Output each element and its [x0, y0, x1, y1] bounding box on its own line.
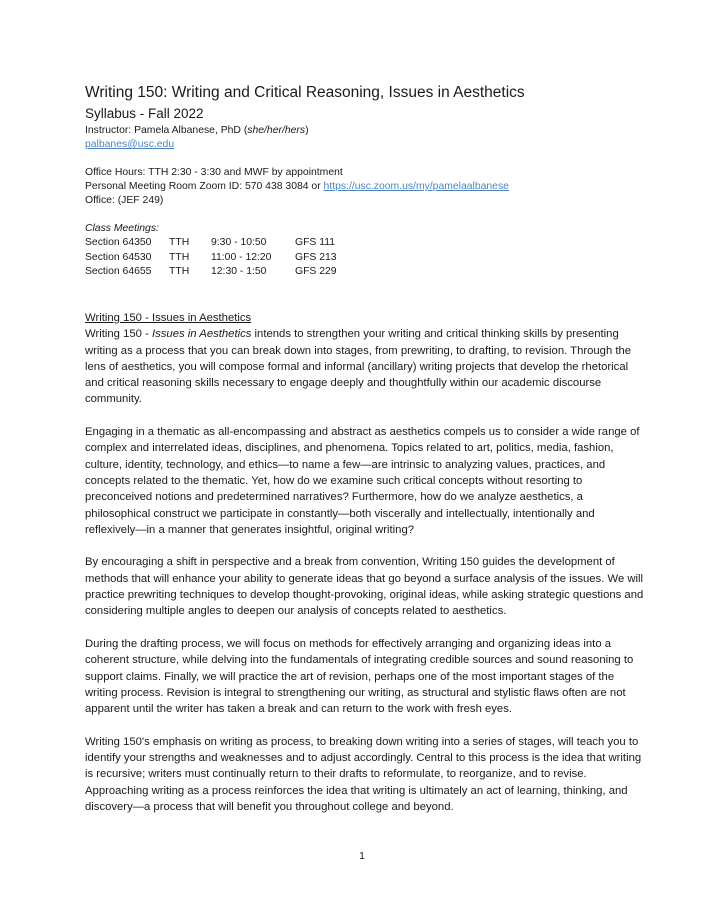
office-hours: Office Hours: TTH 2:30 - 3:30 and MWF by appointment — [85, 167, 343, 178]
class-meetings-label: Class Meetings: — [85, 223, 159, 234]
course-description — [85, 310, 645, 832]
section-time: 9:30 - 10:50 — [211, 237, 267, 248]
section-room: GFS 229 — [295, 266, 337, 277]
body-paragraph: Engaging in a thematic as all-encompassing and abstract as aesthetics compels us to consider a wide range of complex and interrelated ideas, disciplines, and phenomena. Topics related to art, politics, media, fashion, culture, identity, technology, and ethics—to name a few—are intrinsic to analyzing values, practices, and concepts related to the thematic. Yet, how do we examine such critical concepts without resorting to preconceived notions and predetermined narratives? Furthermore, how do we analyze aesthetics, a philosophical construct we participate in constantly—both viscerally and intellectually, intentionally and reflexively—in a manner that generates insightful, original writing? — [85, 426, 640, 536]
section-time: 12:30 - 1:50 — [211, 266, 267, 277]
section-days: TTH — [169, 237, 190, 248]
intro-body: intends to strengthen your writing and critical thinking skills by presenting writing as a process that you can break down into stages, from prewriting, to drafting, to revision. Through the lens of aesthetics, you will compose formal and informal (ancillary) writing projects that develop the rhetorical and critical reasoning skills necessary to engage deeply and thoughtfully within our academic discourse community. — [85, 328, 632, 406]
instructor-name: Instructor: Pamela Albanese, PhD ( — [85, 125, 248, 136]
page-title: Writing 150: Writing and Critical Reasoning, Issues in Aesthetics — [85, 84, 525, 101]
instructor-pronouns: she/her/hers — [247, 125, 306, 136]
section-time: 11:00 - 12:20 — [211, 251, 272, 263]
zoom-line — [85, 180, 509, 195]
office-location: Office: (JEF 249) — [85, 195, 164, 206]
zoom-link[interactable]: https://usc.zoom.us/my/pamelaalbanese — [323, 181, 509, 192]
section-number: Section 64350 — [85, 237, 152, 248]
body-paragraph: During the drafting process, we will focus on methods for effectively arranging and organizing ideas into a coherent structure, while delving into the fundamentals of integrating credible sources and sound reasoning to support claims. Finally, we will practice the art of revision, perhaps one of the most important stages of the writing process. Revision is integral to strengthening our writing, as structural and stylistic flaws often are not apparent until the writer has taken a break and can return to the work with fresh eyes. — [85, 637, 634, 716]
body-paragraph: Writing 150's emphasis on writing as process, to breaking down writing into a series of stages, will teach you to identify your strengths and weaknesses and to adjust accordingly. Central to this process is the idea that writing is recursive; writers must continually return to their drafts to reformulate, to reorganize, and to revise. Approaching writing as a process reinforces the idea that writing is ultimately an act of learning, thinking, and discovery—a process that will benefit you throughout college and beyond. — [85, 735, 642, 813]
section-days: TTH — [169, 266, 190, 277]
email-link[interactable]: palbanes@usc.edu — [85, 139, 175, 150]
intro-italic-title: Issues in Aesthetics — [151, 328, 252, 341]
page-subtitle: Syllabus - Fall 2022 — [85, 106, 204, 121]
instructor-suffix: ) — [305, 125, 309, 136]
section-number: Section 64655 — [85, 266, 152, 277]
section-days: TTH — [169, 251, 190, 263]
course-heading: Writing 150 - Issues in Aesthetics — [85, 312, 252, 324]
section-number: Section 64530 — [85, 251, 152, 263]
section-room: GFS 111 — [295, 237, 336, 248]
page-number: 1 — [359, 851, 365, 862]
intro-prefix: Writing 150 - — [85, 328, 152, 341]
zoom-id: Personal Meeting Room Zoom ID: 570 438 3084 or — [85, 181, 324, 192]
body-paragraph: By encouraging a shift in perspective and a break from convention, Writing 150 guides the development of methods that will enhance your ability to generate ideas that go beyond a surface analysis of the issues. We will practice prewriting techniques to develop thought-provoking, original ideas, while asking strategic questions and considering multiple angles to deepen our analysis of concepts related to aesthetics. — [85, 556, 644, 618]
intro-paragraph — [85, 326, 645, 407]
instructor-line — [85, 124, 309, 139]
section-room: GFS 213 — [295, 251, 337, 263]
